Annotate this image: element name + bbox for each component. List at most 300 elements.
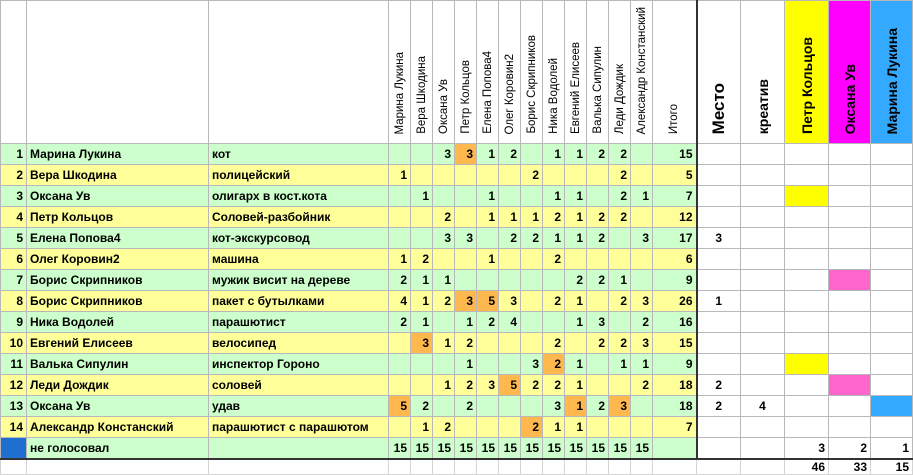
- vote-cell[interactable]: 1: [433, 270, 455, 291]
- vote-cell[interactable]: 1: [565, 186, 587, 207]
- summary-vote-cell[interactable]: 15: [565, 438, 587, 460]
- vote-cell[interactable]: 2: [587, 396, 609, 417]
- header-voter-8[interactable]: [565, 1, 587, 144]
- creative-cell[interactable]: [741, 207, 785, 228]
- row-number-cell[interactable]: 2: [1, 165, 27, 186]
- vote-cell[interactable]: [543, 165, 565, 186]
- participant-name-cell[interactable]: Александр Констанский: [27, 417, 209, 438]
- entry-title-cell[interactable]: кот: [209, 144, 389, 165]
- vote-cell[interactable]: 2: [609, 207, 631, 228]
- vote-cell[interactable]: 4: [389, 291, 411, 312]
- vote-cell[interactable]: [499, 417, 521, 438]
- entry-title-cell[interactable]: парашютист с парашютом: [209, 417, 389, 438]
- place-cell[interactable]: 1: [697, 291, 741, 312]
- vote-cell[interactable]: [565, 333, 587, 354]
- vote-cell[interactable]: [543, 270, 565, 291]
- vote-cell[interactable]: [543, 312, 565, 333]
- vote-cell[interactable]: [477, 228, 499, 249]
- entry-title-cell[interactable]: велосипед: [209, 333, 389, 354]
- row-number-cell[interactable]: 9: [1, 312, 27, 333]
- total-cell[interactable]: 15: [653, 144, 697, 165]
- vote-cell[interactable]: 3: [521, 354, 543, 375]
- participant-name-cell[interactable]: Елена Попова4: [27, 228, 209, 249]
- jury-mark-cell[interactable]: [871, 270, 913, 291]
- participant-name-cell[interactable]: Олег Коровин2: [27, 249, 209, 270]
- vote-cell[interactable]: 2: [543, 291, 565, 312]
- creative-cell[interactable]: [741, 312, 785, 333]
- vote-cell[interactable]: 1: [565, 354, 587, 375]
- jury-mark-cell[interactable]: [829, 249, 871, 270]
- footer-empty-cell[interactable]: [521, 459, 543, 475]
- jury-mark-cell[interactable]: [871, 312, 913, 333]
- vote-cell[interactable]: 2: [587, 207, 609, 228]
- summary-marker-cell[interactable]: [1, 438, 27, 460]
- footer-empty-cell[interactable]: [565, 459, 587, 475]
- vote-cell[interactable]: 2: [543, 354, 565, 375]
- vote-cell[interactable]: 1: [609, 270, 631, 291]
- vote-cell[interactable]: [631, 207, 653, 228]
- creative-cell[interactable]: [741, 186, 785, 207]
- total-cell[interactable]: 18: [653, 375, 697, 396]
- footer-empty-cell[interactable]: [653, 459, 697, 475]
- jury-mark-cell[interactable]: [829, 165, 871, 186]
- vote-cell[interactable]: 2: [411, 249, 433, 270]
- entry-title-cell[interactable]: соловей: [209, 375, 389, 396]
- summary-vote-cell[interactable]: 15: [455, 438, 477, 460]
- creative-cell[interactable]: 4: [741, 396, 785, 417]
- vote-cell[interactable]: [433, 396, 455, 417]
- vote-cell[interactable]: 1: [433, 333, 455, 354]
- summary-jury-cell[interactable]: 1: [871, 438, 913, 460]
- header-total[interactable]: [653, 1, 697, 144]
- jury-mark-cell[interactable]: [785, 270, 829, 291]
- summary-empty-cell[interactable]: [209, 438, 389, 460]
- header-voter-5[interactable]: [499, 1, 521, 144]
- header-corner-cell[interactable]: [1, 1, 27, 144]
- place-cell[interactable]: [697, 165, 741, 186]
- footer-empty-cell[interactable]: [499, 459, 521, 475]
- vote-cell[interactable]: 1: [631, 354, 653, 375]
- vote-cell[interactable]: [499, 333, 521, 354]
- footer-empty-cell[interactable]: [433, 459, 455, 475]
- jury-mark-cell[interactable]: [871, 396, 913, 417]
- vote-cell[interactable]: [389, 375, 411, 396]
- total-cell[interactable]: 12: [653, 207, 697, 228]
- participant-name-cell[interactable]: Петр Кольцов: [27, 207, 209, 228]
- vote-cell[interactable]: 1: [543, 144, 565, 165]
- footer-empty-cell[interactable]: [411, 459, 433, 475]
- vote-cell[interactable]: [477, 333, 499, 354]
- vote-cell[interactable]: 5: [389, 396, 411, 417]
- vote-cell[interactable]: [499, 165, 521, 186]
- jury-mark-cell[interactable]: [871, 333, 913, 354]
- footer-jury-total-cell[interactable]: 33: [829, 459, 871, 475]
- vote-cell[interactable]: [477, 270, 499, 291]
- row-number-cell[interactable]: 8: [1, 291, 27, 312]
- row-number-cell[interactable]: 6: [1, 249, 27, 270]
- place-cell[interactable]: 2: [697, 375, 741, 396]
- vote-cell[interactable]: [411, 207, 433, 228]
- vote-cell[interactable]: [433, 312, 455, 333]
- vote-cell[interactable]: 1: [411, 417, 433, 438]
- vote-cell[interactable]: [455, 186, 477, 207]
- entry-title-cell[interactable]: полицейский: [209, 165, 389, 186]
- total-cell[interactable]: 5: [653, 165, 697, 186]
- summary-vote-cell[interactable]: 15: [587, 438, 609, 460]
- vote-cell[interactable]: 3: [499, 291, 521, 312]
- total-cell[interactable]: 16: [653, 312, 697, 333]
- vote-cell[interactable]: 1: [477, 207, 499, 228]
- participant-name-cell[interactable]: Евгений Елисеев: [27, 333, 209, 354]
- summary-vote-cell[interactable]: 15: [477, 438, 499, 460]
- footer-empty-cell[interactable]: [477, 459, 499, 475]
- vote-cell[interactable]: 2: [521, 417, 543, 438]
- vote-cell[interactable]: 1: [565, 228, 587, 249]
- vote-cell[interactable]: 1: [411, 270, 433, 291]
- vote-cell[interactable]: 1: [477, 249, 499, 270]
- vote-cell[interactable]: [411, 144, 433, 165]
- jury-mark-cell[interactable]: [785, 207, 829, 228]
- header-voter-4[interactable]: [477, 1, 499, 144]
- total-cell[interactable]: 15: [653, 333, 697, 354]
- footer-empty-cell[interactable]: [209, 459, 389, 475]
- jury-mark-cell[interactable]: [829, 333, 871, 354]
- vote-cell[interactable]: [477, 417, 499, 438]
- summary-jury-cell[interactable]: 2: [829, 438, 871, 460]
- vote-cell[interactable]: 2: [543, 375, 565, 396]
- vote-cell[interactable]: [609, 228, 631, 249]
- vote-cell[interactable]: 1: [543, 186, 565, 207]
- vote-cell[interactable]: 1: [565, 207, 587, 228]
- vote-cell[interactable]: [499, 354, 521, 375]
- row-number-cell[interactable]: 3: [1, 186, 27, 207]
- vote-cell[interactable]: [433, 186, 455, 207]
- creative-cell[interactable]: [741, 165, 785, 186]
- jury-mark-cell[interactable]: [871, 375, 913, 396]
- vote-cell[interactable]: [631, 270, 653, 291]
- vote-cell[interactable]: 2: [455, 333, 477, 354]
- place-cell[interactable]: [697, 207, 741, 228]
- jury-mark-cell[interactable]: [871, 207, 913, 228]
- vote-cell[interactable]: [587, 186, 609, 207]
- vote-cell[interactable]: 2: [609, 144, 631, 165]
- vote-cell[interactable]: 1: [565, 417, 587, 438]
- header-name-cell[interactable]: [27, 1, 209, 144]
- entry-title-cell[interactable]: удав: [209, 396, 389, 417]
- vote-cell[interactable]: 3: [455, 228, 477, 249]
- vote-cell[interactable]: 1: [565, 312, 587, 333]
- vote-cell[interactable]: [609, 249, 631, 270]
- vote-cell[interactable]: 2: [455, 396, 477, 417]
- total-cell[interactable]: 7: [653, 186, 697, 207]
- participant-name-cell[interactable]: Леди Дождик: [27, 375, 209, 396]
- jury-mark-cell[interactable]: [785, 165, 829, 186]
- footer-empty-cell[interactable]: [587, 459, 609, 475]
- row-number-cell[interactable]: 11: [1, 354, 27, 375]
- vote-cell[interactable]: 3: [631, 291, 653, 312]
- entry-title-cell[interactable]: мужик висит на дереве: [209, 270, 389, 291]
- vote-cell[interactable]: 1: [631, 186, 653, 207]
- vote-cell[interactable]: 1: [499, 207, 521, 228]
- footer-empty-cell[interactable]: [741, 459, 785, 475]
- place-cell[interactable]: 3: [697, 228, 741, 249]
- vote-cell[interactable]: 1: [565, 396, 587, 417]
- vote-cell[interactable]: 2: [389, 312, 411, 333]
- vote-cell[interactable]: [411, 375, 433, 396]
- vote-cell[interactable]: 1: [609, 354, 631, 375]
- summary-vote-cell[interactable]: 15: [499, 438, 521, 460]
- row-number-cell[interactable]: 7: [1, 270, 27, 291]
- vote-cell[interactable]: [389, 144, 411, 165]
- creative-cell[interactable]: [741, 270, 785, 291]
- vote-cell[interactable]: 1: [521, 207, 543, 228]
- summary-vote-cell[interactable]: 15: [411, 438, 433, 460]
- row-number-cell[interactable]: 12: [1, 375, 27, 396]
- vote-cell[interactable]: 3: [455, 291, 477, 312]
- jury-mark-cell[interactable]: [785, 312, 829, 333]
- entry-title-cell[interactable]: инспектор Гороно: [209, 354, 389, 375]
- vote-cell[interactable]: 4: [499, 312, 521, 333]
- vote-cell[interactable]: 2: [587, 144, 609, 165]
- vote-cell[interactable]: 1: [543, 228, 565, 249]
- jury-mark-cell[interactable]: [785, 186, 829, 207]
- vote-cell[interactable]: [389, 207, 411, 228]
- vote-cell[interactable]: [477, 354, 499, 375]
- entry-title-cell[interactable]: парашютист: [209, 312, 389, 333]
- vote-cell[interactable]: 3: [411, 333, 433, 354]
- vote-cell[interactable]: [521, 333, 543, 354]
- place-cell[interactable]: [697, 354, 741, 375]
- vote-cell[interactable]: 2: [565, 270, 587, 291]
- vote-cell[interactable]: [565, 249, 587, 270]
- jury-mark-cell[interactable]: [785, 354, 829, 375]
- jury-mark-cell[interactable]: [871, 228, 913, 249]
- vote-cell[interactable]: 5: [499, 375, 521, 396]
- vote-cell[interactable]: [609, 375, 631, 396]
- jury-mark-cell[interactable]: [829, 207, 871, 228]
- header-place[interactable]: [697, 1, 741, 144]
- jury-mark-cell[interactable]: [785, 333, 829, 354]
- row-number-cell[interactable]: 1: [1, 144, 27, 165]
- vote-cell[interactable]: [411, 228, 433, 249]
- summary-vote-cell[interactable]: 15: [433, 438, 455, 460]
- jury-mark-cell[interactable]: [829, 375, 871, 396]
- vote-cell[interactable]: 1: [477, 144, 499, 165]
- total-cell[interactable]: 17: [653, 228, 697, 249]
- vote-cell[interactable]: [389, 417, 411, 438]
- jury-mark-cell[interactable]: [871, 165, 913, 186]
- entry-title-cell[interactable]: Соловей-разбойник: [209, 207, 389, 228]
- footer-empty-cell[interactable]: [389, 459, 411, 475]
- jury-mark-cell[interactable]: [829, 228, 871, 249]
- jury-mark-cell[interactable]: [785, 417, 829, 438]
- vote-cell[interactable]: 1: [565, 375, 587, 396]
- summary-vote-cell[interactable]: 15: [609, 438, 631, 460]
- jury-mark-cell[interactable]: [871, 291, 913, 312]
- vote-cell[interactable]: [587, 249, 609, 270]
- vote-cell[interactable]: [455, 270, 477, 291]
- header-voter-7[interactable]: [543, 1, 565, 144]
- vote-cell[interactable]: [433, 249, 455, 270]
- place-cell[interactable]: [697, 270, 741, 291]
- vote-cell[interactable]: [389, 333, 411, 354]
- vote-cell[interactable]: [521, 186, 543, 207]
- place-cell[interactable]: [697, 312, 741, 333]
- vote-cell[interactable]: 5: [477, 291, 499, 312]
- header-voter-6[interactable]: [521, 1, 543, 144]
- vote-cell[interactable]: 2: [521, 228, 543, 249]
- vote-cell[interactable]: [587, 375, 609, 396]
- jury-mark-cell[interactable]: [871, 186, 913, 207]
- jury-mark-cell[interactable]: [871, 144, 913, 165]
- vote-cell[interactable]: 3: [543, 396, 565, 417]
- header-voter-2[interactable]: [433, 1, 455, 144]
- jury-mark-cell[interactable]: [829, 417, 871, 438]
- creative-cell[interactable]: [741, 291, 785, 312]
- vote-cell[interactable]: [499, 396, 521, 417]
- creative-cell[interactable]: [741, 333, 785, 354]
- entry-title-cell[interactable]: пакет с бутылками: [209, 291, 389, 312]
- jury-mark-cell[interactable]: [785, 249, 829, 270]
- creative-cell[interactable]: [741, 228, 785, 249]
- footer-empty-cell[interactable]: [27, 459, 209, 475]
- vote-cell[interactable]: 2: [521, 375, 543, 396]
- header-voter-0[interactable]: [389, 1, 411, 144]
- footer-empty-cell[interactable]: [543, 459, 565, 475]
- jury-mark-cell[interactable]: [871, 249, 913, 270]
- entry-title-cell[interactable]: кот-экскурсовод: [209, 228, 389, 249]
- vote-cell[interactable]: 2: [587, 333, 609, 354]
- participant-name-cell[interactable]: Оксана Ув: [27, 396, 209, 417]
- vote-cell[interactable]: [499, 249, 521, 270]
- place-cell[interactable]: [697, 249, 741, 270]
- creative-cell[interactable]: [741, 144, 785, 165]
- vote-cell[interactable]: 2: [455, 375, 477, 396]
- vote-cell[interactable]: 2: [631, 312, 653, 333]
- vote-cell[interactable]: [455, 249, 477, 270]
- footer-empty-cell[interactable]: [697, 459, 741, 475]
- vote-cell[interactable]: 1: [477, 186, 499, 207]
- place-cell[interactable]: 2: [697, 396, 741, 417]
- vote-cell[interactable]: 2: [543, 249, 565, 270]
- summary-label-cell[interactable]: не голосовал: [27, 438, 209, 460]
- vote-cell[interactable]: 3: [631, 333, 653, 354]
- jury-mark-cell[interactable]: [829, 396, 871, 417]
- vote-cell[interactable]: [587, 417, 609, 438]
- vote-cell[interactable]: 1: [565, 291, 587, 312]
- jury-mark-cell[interactable]: [785, 144, 829, 165]
- vote-cell[interactable]: 2: [587, 228, 609, 249]
- vote-cell[interactable]: 2: [631, 375, 653, 396]
- vote-cell[interactable]: 2: [433, 291, 455, 312]
- header-voter-9[interactable]: [587, 1, 609, 144]
- jury-mark-cell[interactable]: [871, 417, 913, 438]
- vote-cell[interactable]: [565, 165, 587, 186]
- header-jury-0[interactable]: [785, 1, 829, 144]
- vote-cell[interactable]: 2: [411, 396, 433, 417]
- vote-cell[interactable]: 3: [433, 228, 455, 249]
- creative-cell[interactable]: [741, 354, 785, 375]
- vote-cell[interactable]: 3: [455, 144, 477, 165]
- jury-mark-cell[interactable]: [829, 270, 871, 291]
- row-number-cell[interactable]: 4: [1, 207, 27, 228]
- jury-mark-cell[interactable]: [829, 186, 871, 207]
- vote-cell[interactable]: [455, 165, 477, 186]
- summary-vote-cell[interactable]: 15: [543, 438, 565, 460]
- vote-cell[interactable]: [499, 270, 521, 291]
- summary-total-cell[interactable]: [653, 438, 697, 460]
- entry-title-cell[interactable]: олигарх в кост.кота: [209, 186, 389, 207]
- footer-empty-cell[interactable]: [1, 459, 27, 475]
- jury-mark-cell[interactable]: [829, 354, 871, 375]
- vote-cell[interactable]: [433, 354, 455, 375]
- total-cell[interactable]: 7: [653, 417, 697, 438]
- header-jury-2[interactable]: [871, 1, 913, 144]
- vote-cell[interactable]: 2: [499, 228, 521, 249]
- vote-cell[interactable]: [521, 396, 543, 417]
- vote-cell[interactable]: [631, 396, 653, 417]
- row-number-cell[interactable]: 14: [1, 417, 27, 438]
- vote-cell[interactable]: 2: [543, 333, 565, 354]
- summary-jury-cell[interactable]: 3: [785, 438, 829, 460]
- vote-cell[interactable]: 2: [389, 270, 411, 291]
- footer-empty-cell[interactable]: [455, 459, 477, 475]
- place-cell[interactable]: [697, 144, 741, 165]
- total-cell[interactable]: 9: [653, 354, 697, 375]
- total-cell[interactable]: 6: [653, 249, 697, 270]
- vote-cell[interactable]: 2: [609, 186, 631, 207]
- participant-name-cell[interactable]: Вера Шкодина: [27, 165, 209, 186]
- entry-title-cell[interactable]: машина: [209, 249, 389, 270]
- vote-cell[interactable]: [411, 165, 433, 186]
- vote-cell[interactable]: [631, 144, 653, 165]
- vote-cell[interactable]: 1: [543, 417, 565, 438]
- jury-mark-cell[interactable]: [871, 354, 913, 375]
- creative-cell[interactable]: [741, 249, 785, 270]
- place-cell[interactable]: [697, 417, 741, 438]
- header-voter-1[interactable]: [411, 1, 433, 144]
- footer-jury-total-cell[interactable]: 15: [871, 459, 913, 475]
- vote-cell[interactable]: [411, 354, 433, 375]
- vote-cell[interactable]: 2: [543, 207, 565, 228]
- vote-cell[interactable]: 1: [455, 354, 477, 375]
- vote-cell[interactable]: [455, 417, 477, 438]
- vote-cell[interactable]: [609, 417, 631, 438]
- vote-cell[interactable]: 3: [433, 144, 455, 165]
- row-number-cell[interactable]: 5: [1, 228, 27, 249]
- vote-cell[interactable]: [521, 249, 543, 270]
- participant-name-cell[interactable]: Марина Лукина: [27, 144, 209, 165]
- place-cell[interactable]: [697, 333, 741, 354]
- place-cell[interactable]: [697, 186, 741, 207]
- vote-cell[interactable]: [455, 207, 477, 228]
- jury-mark-cell[interactable]: [829, 291, 871, 312]
- participant-name-cell[interactable]: Оксана Ув: [27, 186, 209, 207]
- jury-mark-cell[interactable]: [785, 396, 829, 417]
- total-cell[interactable]: 9: [653, 270, 697, 291]
- row-number-cell[interactable]: 10: [1, 333, 27, 354]
- vote-cell[interactable]: [521, 144, 543, 165]
- footer-jury-total-cell[interactable]: 46: [785, 459, 829, 475]
- vote-cell[interactable]: 1: [565, 144, 587, 165]
- vote-cell[interactable]: 2: [521, 165, 543, 186]
- vote-cell[interactable]: [521, 312, 543, 333]
- vote-cell[interactable]: 1: [389, 249, 411, 270]
- vote-cell[interactable]: 3: [631, 228, 653, 249]
- row-number-cell[interactable]: 13: [1, 396, 27, 417]
- jury-mark-cell[interactable]: [785, 291, 829, 312]
- vote-cell[interactable]: [477, 165, 499, 186]
